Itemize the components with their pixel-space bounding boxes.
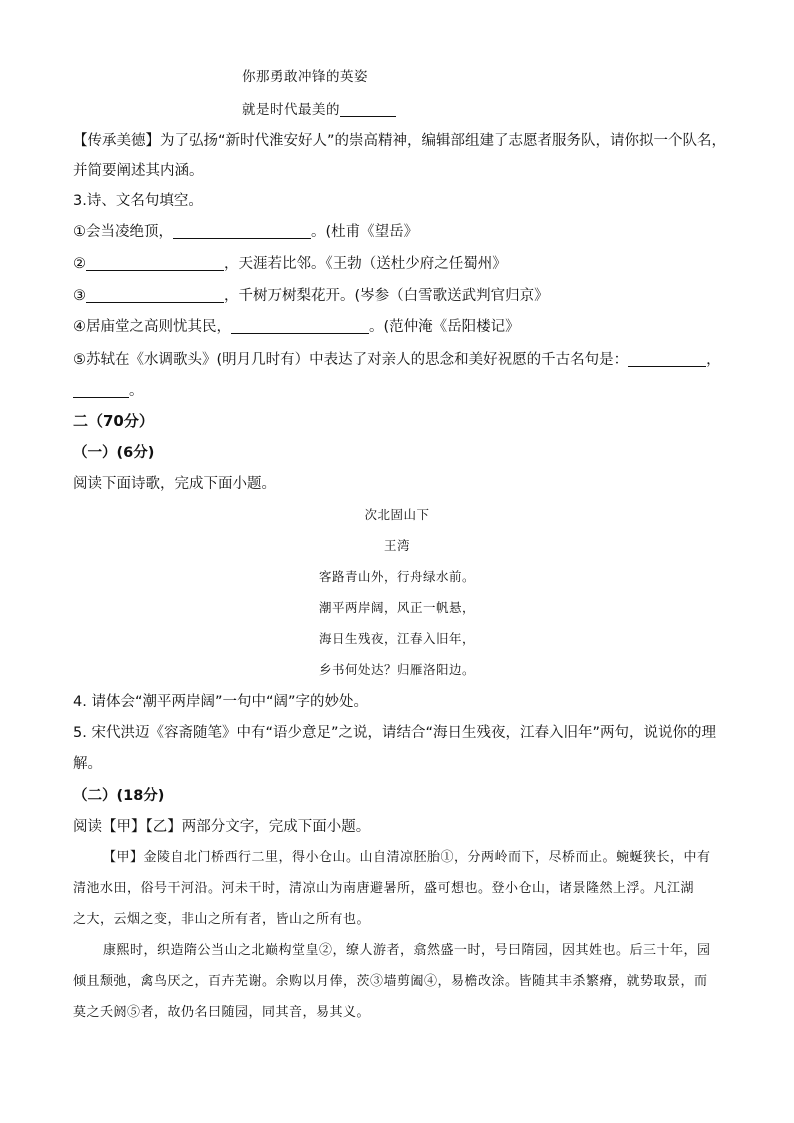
part-2-title: （二）(18分) — [73, 788, 165, 804]
q3-item-5-end: 。 — [129, 383, 144, 399]
q3-item-1-blank[interactable] — [173, 224, 311, 239]
q4: 4. 请体会“潮平两岸阔”一句中“阔”字的妙处。 — [73, 694, 368, 710]
poem-line-1: 客路青山外，行舟绿水前。 — [318, 569, 475, 584]
q3-item-1 — [73, 222, 724, 242]
q3-item-2 — [73, 254, 724, 274]
q3-item-4 — [73, 317, 724, 337]
q3-item-3 — [73, 286, 724, 306]
q3-item-5-blank-1[interactable] — [628, 352, 706, 367]
poem-tail-line-1: 你那勇敢冲锋的英姿 — [242, 69, 368, 85]
q3-item-3-blank[interactable] — [86, 288, 224, 303]
section-2-title: 二（70分） — [73, 412, 154, 430]
q3-item-1-post: 。(杜甫《望岳》 — [311, 224, 419, 240]
passage-jia-line-3: 之大，云烟之变，非山之所有者，皆山之所有也。 — [73, 912, 371, 927]
passage-jia-line-1: 【甲】金陵自北门桥西行二里，得小仓山。山自清凉胚胎①，分两岭而下，尽桥而止。蜿蜒狭长，中有 — [103, 850, 711, 865]
q3-item-1-pre: ①会当凌绝顶， — [73, 224, 173, 240]
passage-jia-line-2: 清池水田，俗号干河沿。河未干时，清凉山为南唐避暑所，盛可想也。登小仓山，诸景隆然上浮。凡江湖 — [73, 881, 695, 896]
q3-item-5-blank-2[interactable] — [73, 383, 129, 398]
inherit-virtue-line-1 — [73, 131, 727, 151]
q3-item-3-pre: ③ — [73, 288, 86, 304]
poem-line-3: 海日生残夜，江春入旧年， — [318, 631, 475, 646]
q3-item-5-mid: ， — [706, 352, 721, 368]
q3-item-4-pre: ④居庙堂之高则忧其民， — [73, 319, 231, 335]
poem-line-2: 潮平两岸阔，风正一帆悬， — [318, 600, 475, 615]
part-1-instruction: 阅读下面诗歌，完成下面小题。 — [73, 476, 276, 492]
q3-item-2-pre: ② — [73, 256, 86, 272]
q3-title: 3.诗、文名句填空。 — [73, 193, 203, 209]
q3-item-2-blank[interactable] — [86, 256, 224, 271]
q3-item-4-post: 。(范仲淹《岳阳楼记》 — [369, 319, 520, 335]
answer-blank[interactable] — [340, 102, 396, 117]
inherit-virtue-tag: 【传承美德】 — [73, 133, 160, 149]
q3-item-3-post: ，千树万树梨花开。(岑参（白雪歌送武判官归京》 — [224, 288, 549, 304]
q3-item-5-cont — [73, 381, 724, 401]
q3-item-5 — [73, 350, 724, 370]
inherit-virtue-line-2: 并简要阐述其内涵。 — [73, 163, 204, 179]
q3-item-4-blank[interactable] — [231, 319, 369, 334]
q3-item-5-pre: ⑤苏轼在《水调歌头》(明月几时有）中表达了对亲人的思念和美好祝愿的千古名句是： — [73, 352, 629, 368]
inherit-virtue-text-1: 为了弘扬“新时代淮安好人”的崇高精神，编辑部组建了志愿者服务队，请你拟一个队名， — [160, 133, 727, 149]
poem-author: 王湾 — [383, 538, 410, 553]
part-1-title: （一）(6分) — [73, 445, 155, 461]
poem-line-4: 乡书何处达？归雁洛阳边。 — [318, 662, 475, 677]
q3-item-2-post: ，天涯若比邻。《王勃（送杜少府之任蜀州》 — [224, 256, 507, 272]
passage-2-line-3: 莫之夭阏⑤者，故仍名曰随园，同其音，易其义。 — [73, 1005, 371, 1020]
poem-title: 次北固山下 — [364, 507, 430, 522]
q5-line-1: 5. 宋代洪迈《容斋随笔》中有“语少意足”之说，请结合“海日生残夜，江春入旧年”两句，说说你的理 — [73, 725, 716, 741]
q5-line-2: 解。 — [73, 756, 102, 772]
poem-tail-line-2-text: 就是时代最美的 — [242, 102, 340, 118]
passage-2-line-1: 康熙时，织造隋公当山之北巅构堂皇②，缭人游者，翕然盛一时，号曰隋园，因其姓也。后三十年，园 — [103, 943, 711, 958]
part-2-instruction: 阅读【甲】【乙】两部分文字，完成下面小题。 — [73, 819, 371, 835]
passage-2-line-2: 倾且颓弛，禽鸟厌之，百卉芜谢。余购以月俸，茨③墙剪阖④，易檐改涂。皆随其丰杀繁瘠，就势取景，而 — [73, 974, 708, 989]
poem-tail-line-2 — [242, 100, 724, 120]
